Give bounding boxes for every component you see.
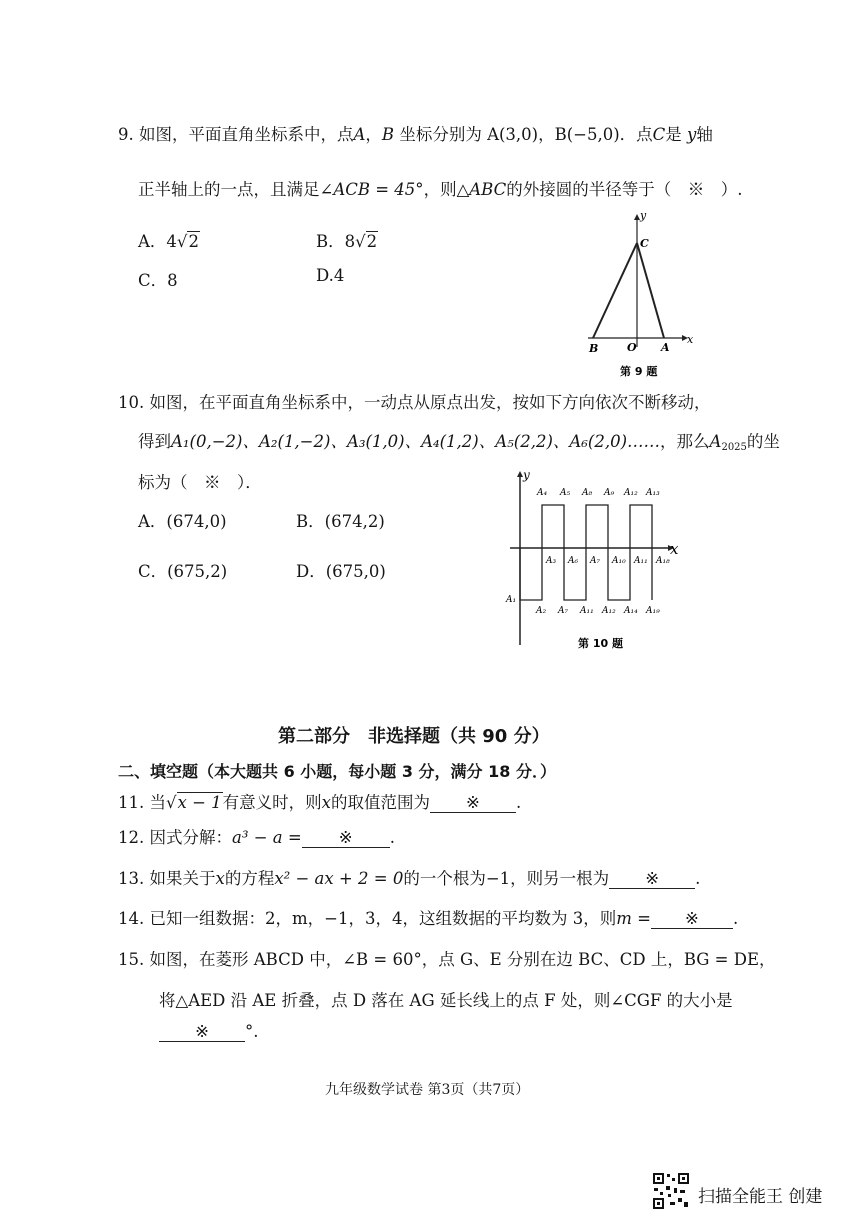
q12-answer-blank[interactable]: ※ <box>302 828 390 848</box>
q9-option-a: A．4√2 <box>138 232 199 251</box>
q10-bottom-labels <box>505 595 660 616</box>
q10-label-mid-3: A₇ <box>590 556 601 566</box>
q10-path <box>520 505 652 600</box>
q9-fig-caption: 第 9 题 <box>620 365 658 378</box>
q9-fig-c-label: C <box>640 237 649 250</box>
q9-fig-x-label: x <box>687 333 694 346</box>
q10-label-bot-1: A₁ <box>506 595 517 605</box>
q10-label-mid-2: A₆ <box>568 556 579 566</box>
q10-option-d: D．(675,0) <box>296 562 386 581</box>
q10-line2: 得到A₁(0,−2)、A₂(1,−2)、A₃(1,0)、A₄(1,2)、A₅(2,2)、A₆(2,0)……，那么$A_{2025}$的坐 <box>138 432 780 453</box>
q9-option-b: B．8√2 <box>316 232 378 251</box>
q10-label-bot-6: A₁₄ <box>624 606 638 616</box>
q14: 14. 已知一组数据：2，m，−1，3，4，这组数据的平均数为 3，则m = ※ . <box>118 909 739 928</box>
q10-label-top-1: A₄ <box>537 488 548 498</box>
q10-label-bot-2: A₂ <box>536 606 547 616</box>
q10-label-mid-4: A₁₀ <box>612 556 626 566</box>
q14-answer-blank[interactable]: ※ <box>651 909 733 929</box>
q13: 13. 如果关于x的方程x² − ax + 2 = 0的一个根为−1，则另一根为 ※ . <box>118 869 701 888</box>
q9-fig-b-label: B <box>589 342 599 355</box>
q15-answer-blank[interactable]: ※ <box>159 1022 245 1042</box>
q9-line1: 9. 如图，平面直角坐标系中，点A，B 坐标分别为 A(3,0)，B(−5,0)．点C是 y轴 <box>118 125 713 144</box>
q15-line2: 将△AED 沿 AE 折叠，点 D 落在 AG 延长线上的点 F 处，则∠CGF 的大小是 <box>159 991 733 1010</box>
q10-fig-x-label: x <box>670 540 679 558</box>
q9-fig-y-label: y <box>640 209 647 222</box>
q15-line3: ※ °. <box>159 1022 259 1042</box>
q10-label-top-2: A₅ <box>560 488 571 498</box>
q10-label-top-4: A₉ <box>604 488 615 498</box>
q10-top-labels <box>536 488 660 498</box>
q9-segment-ca <box>637 243 664 338</box>
q11-answer-blank[interactable]: ※ <box>430 793 516 813</box>
q9-option-c: C．8 <box>138 271 178 290</box>
q10-label-bot-4: A₁₁ <box>580 606 594 616</box>
q10-label-mid-6: A₁₈ <box>656 556 670 566</box>
q10-label-mid-5: A₁₁ <box>634 556 648 566</box>
q10-label-top-3: A₈ <box>582 488 593 498</box>
q10-option-b: B．(674,2) <box>296 512 385 531</box>
q10-fig-y-label: y <box>523 468 530 482</box>
q10-fig-caption: 第 10 题 <box>578 637 623 650</box>
q10-label-bot-3: A₇ <box>558 606 569 616</box>
q10-label-mid-1: A₃ <box>546 556 557 566</box>
q10-line3: 标为（ ※ ）． <box>138 473 262 492</box>
section-title: 二、填空题（本大题共 6 小题，每小题 3 分，满分 18 分．） <box>118 762 556 781</box>
q9-fig-a-label: A <box>661 341 670 354</box>
q10-option-a: A．(674,0) <box>138 512 227 531</box>
q9-number: 9. <box>118 125 134 144</box>
q9-segment-bc <box>593 243 637 338</box>
page-footer: 九年级数学试卷 第3页（共7页） <box>325 1082 530 1098</box>
q10-label-top-5: A₁₂ <box>624 488 638 498</box>
q9-option-d: D.4 <box>316 266 345 285</box>
q10-option-c: C．(675,2) <box>138 562 228 581</box>
qr-code-icon <box>652 1172 690 1210</box>
q12: 12. 因式分解：a³ − a = ※ . <box>118 828 395 847</box>
q9-line2: 正半轴上的一点，且满足∠ACB = 45°，则△ABC的外接圆的半径等于（ ※ ）. <box>138 180 743 199</box>
q10-label-bot-7: A₁₉ <box>646 606 660 616</box>
q11: 11. 当√x − 1有意义时，则x的取值范围为 ※ . <box>118 793 522 812</box>
q10-figure <box>500 465 690 655</box>
q10-label-top-6: A₁₃ <box>646 488 660 498</box>
q9-fig-o-label: O <box>627 341 637 354</box>
q10-label-bot-5: A₁₂ <box>602 606 616 616</box>
q15-line1: 15. 如图，在菱形 ABCD 中，∠B = 60°，点 G、E 分别在边 BC、CD 上，BG = DE， <box>118 950 776 969</box>
part2-title: 第二部分 非选择题（共 90 分） <box>278 726 550 747</box>
q10-number: 10. <box>118 393 145 412</box>
watermark-text: 扫描全能王 创建 <box>698 1187 823 1207</box>
q13-answer-blank[interactable]: ※ <box>609 869 695 889</box>
q9-figure <box>580 205 700 380</box>
q10-line1: 10. 如图，在平面直角坐标系中，一动点从原点出发，按如下方向依次不断移动， <box>118 393 711 412</box>
